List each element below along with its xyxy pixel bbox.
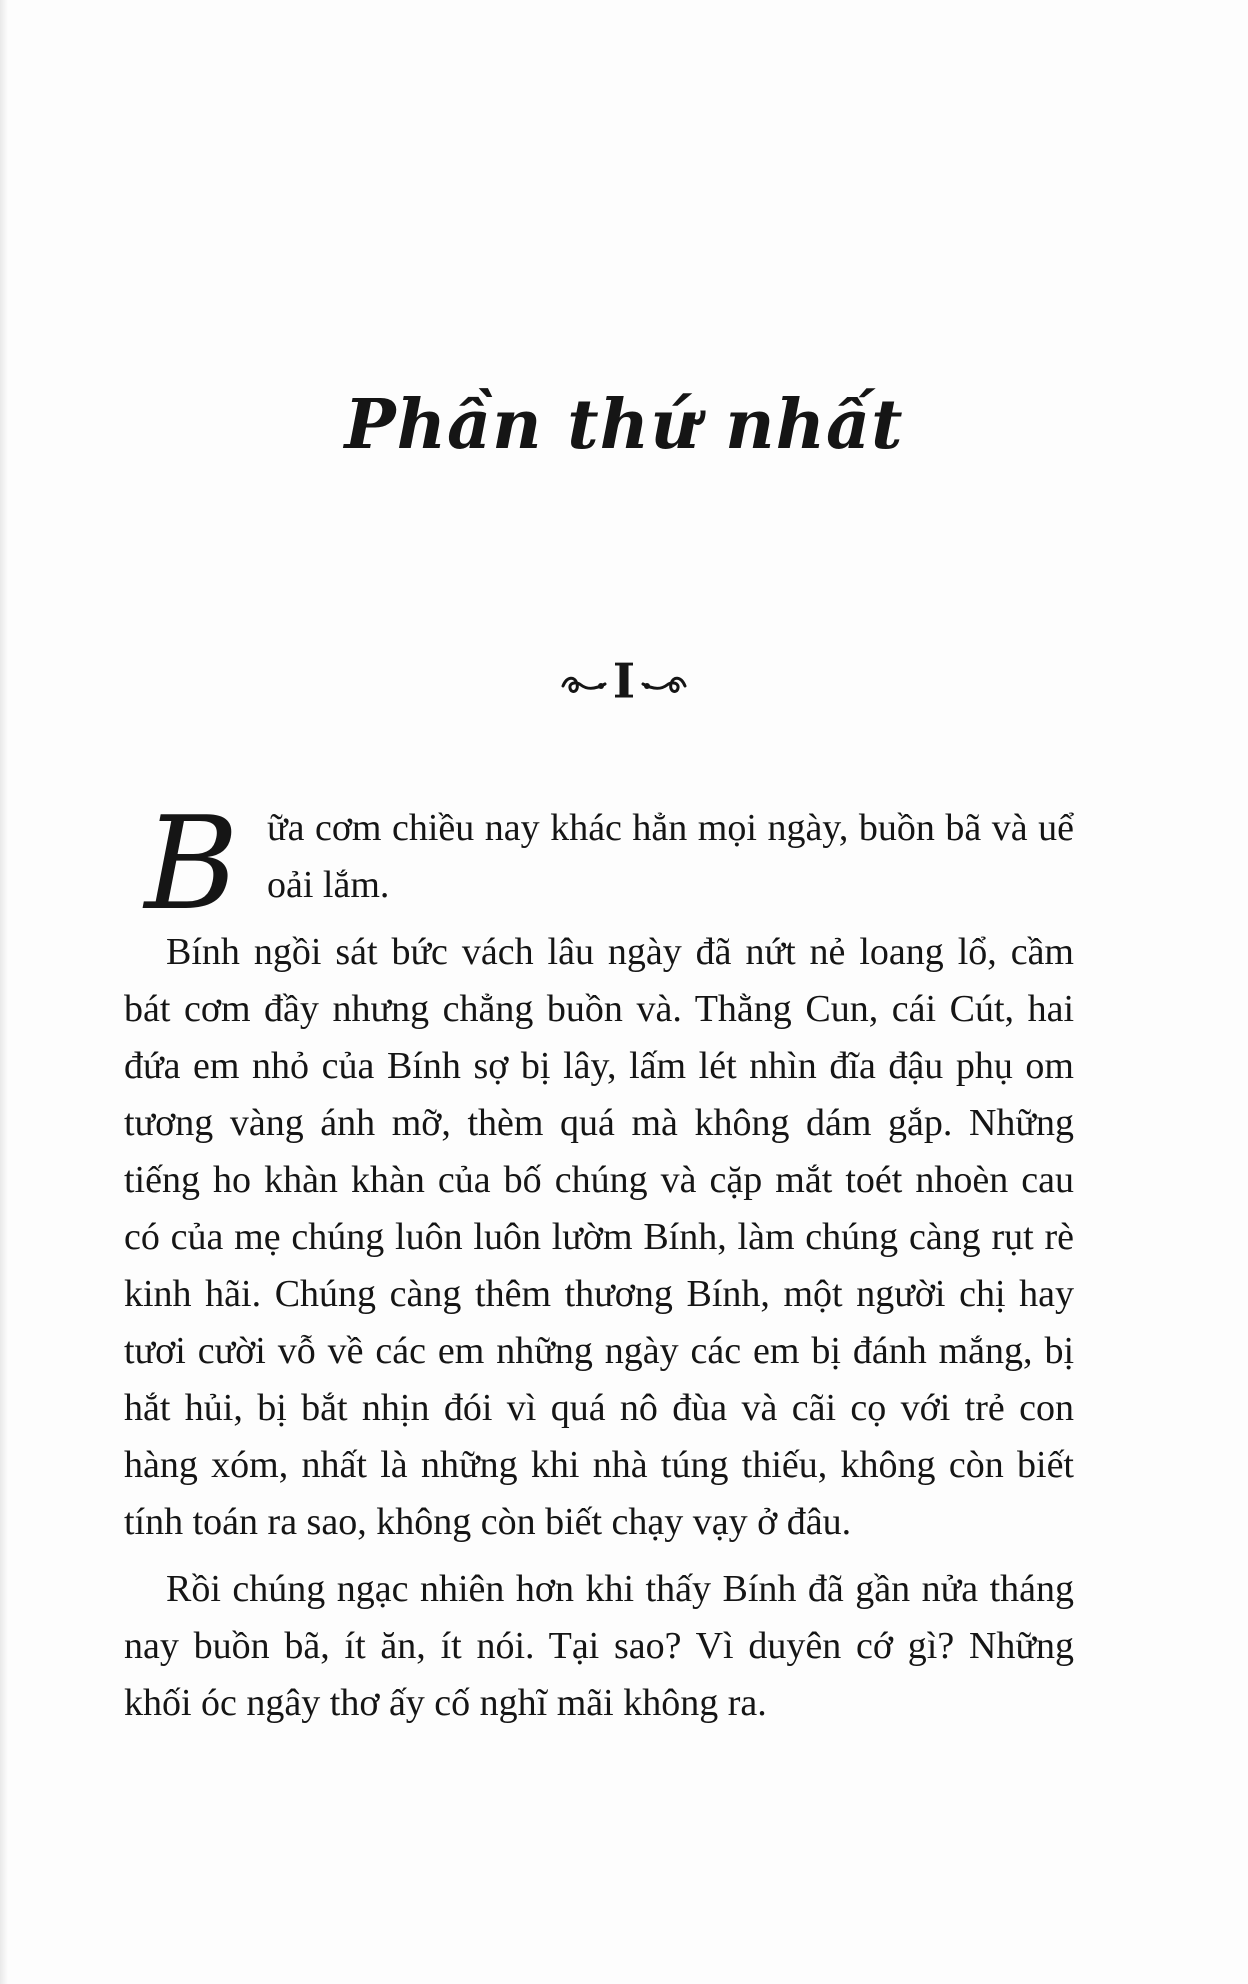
paragraph: Rồi chúng ngạc nhiên hơn khi thấy Bính đã gần nửa tháng nay buồn bã, ít ăn, ít nói. Tại sao? Vì duyên cớ gì? Những khối óc ngây thơ ấy cố nghĩ mãi không ra. [124,1568,1074,1724]
chapter-body [124,790,1074,1742]
chapter-number: I [612,653,636,710]
chapter-heading [0,650,1248,710]
right-scroll-ornament-icon [641,654,687,710]
first-paragraph-text: ữa cơm chiều nay khác hẳn mọi ngày, buồn bã và uể oải lắm. [267,807,1074,906]
page-edge-shadow [0,0,8,1984]
paragraph: Bính ngồi sát bức vách lâu ngày đã nứt nẻ loang lổ, cầm bát cơm đầy nhưng chẳng buồn và. Thằng Cun, cái Cút, hai đứa em nhỏ của Bính sợ bị lây, lấm lét nhìn đĩa đậu phụ om tương vàng ánh mỡ, thèm quá mà không dám gắp. Những tiếng ho khàn khàn của bố chúng và cặp mắt toét nhoèn cau có của mẹ chúng luôn luôn lườm Bính, làm chúng càng rụt rè kinh hãi. Chúng càng thêm thương Bính, một người chị hay tươi cười vỗ về các em những ngày các em bị đánh mắng, bị hắt hủi, bị bắt nhịn đói vì quá nô đùa và cãi cọ với trẻ con hàng xóm, nhất là những khi nhà túng thiếu, không còn biết tính toán ra sao, không còn biết chạy vạy ở đâu. [124,931,1074,1543]
part-title: Phần thứ nhất [344,385,904,465]
first-paragraph [124,790,1074,939]
drop-cap-letter: B [144,790,239,939]
left-scroll-ornament-icon [561,654,607,710]
